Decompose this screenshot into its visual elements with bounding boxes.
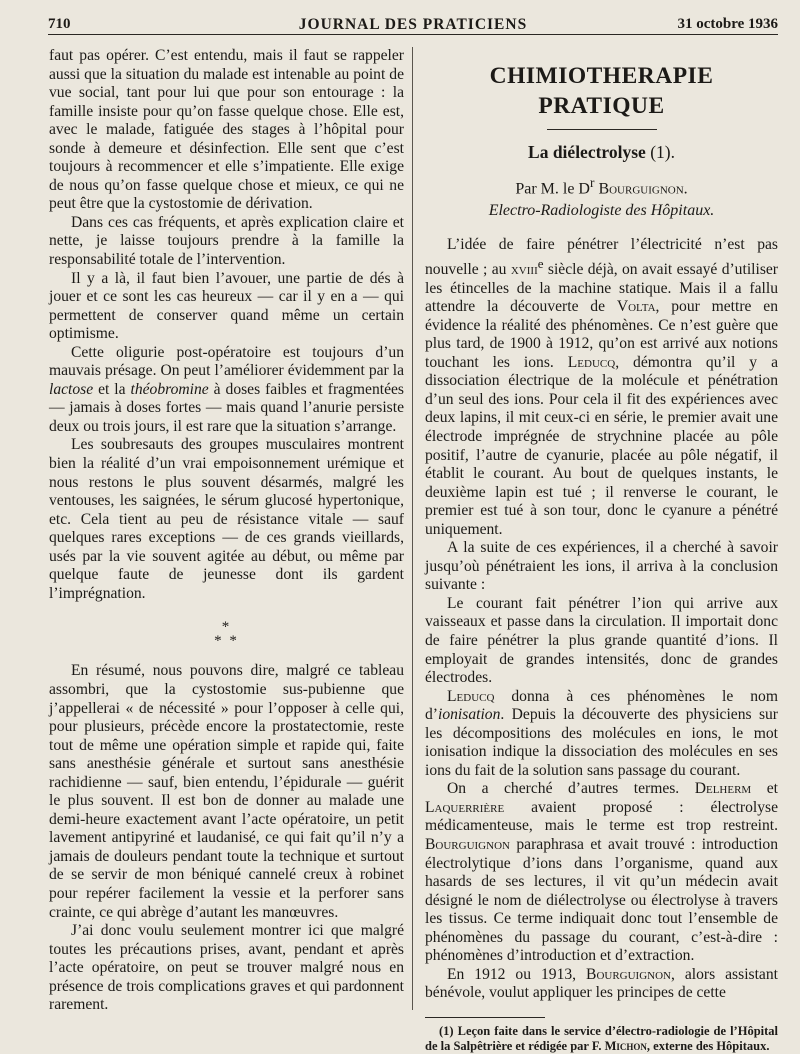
column-divider [412,47,413,1010]
page-header [48,12,778,35]
footnote: (1) Leçon faite dans le service d’électro-radiologie de l’Hôpital de la Salpêtrière et rédigée par F. Michon, externe des Hôpitaux. [425,1023,778,1053]
paragraph: Le courant fait pénétrer l’ion qui arrive aux vaisseaux et passe dans la circulation. Il importait donc de faire pénétrer la plus grande quantité d’ions. Il employait de grandes intensités, donc de grandes électrodes. [425,594,778,687]
journal-title: JOURNAL DES PRATICIENS [298,16,528,33]
paragraph: L’idée de faire pénétrer l’électricité n’est pas nouvelle ; au xviii$^e$ siècle déjà, on avait essayé d’utiliser les étincelles de la machine statique. Mais il a fallu attendre la découverte de Volta, pour mettre en évidence la réalité des phénomènes. Ce n’est guère que plus tard, de 1900 à 1912, qu’on est arrivé aux notions touchant les ions. Leducq, démontra qu’il y a dissociation électrique de la molécule et pénétration d’un seul des ions. Pour cela il fit des expériences avec deux lapins, il mit ceux-ci en série, le premier avait une électrode imprégnée de strychnine placée au pôle positif, l’autre de cyanurie, placée au pôle négatif, il établit le courant. Au bout de quelques instants, le deuxième lapin est tué ; il renverse le courant, le premier est tué à son tour, donc le cyanure a pénétré uniquement. [425,236,778,538]
author-name: Bourguignon. [594,180,688,198]
paragraph: A la suite de ces expériences, il a cherché à savoir jusqu’où pénétraient les ions, il arriva à la conclusion suivante : [425,539,778,594]
right-column [425,47,778,1054]
paragraph: Cette oligurie post-opératoire est toujours d’un mauvais présage. On peut l’améliorer évidemment par la lactose et la théobromine à doses faibles et fragmentées — jamais à doses fortes — mais quand l’anurie persiste deux ou trois jours, il est rare que la situation s’arrange. [49,343,404,435]
issue-date: 31 octobre 1936 [677,16,778,32]
paragraph: J’ai donc voulu seulement montrer ici que malgré toutes les précautions prises, avant, pendant et après l’acte opératoire, on peut se trouver malgré nous en présence de trois complications graves et qui pardonnent rarement. [49,922,404,1014]
paragraph: Leducq donna à ces phénomènes le nom d’ionisation. Depuis la découverte des physiciens sur les décompositions des molécules en ions, le mot ionisation indique la dissociation des molécules en ses ions du fait de la solution sans passage du courant. [425,687,778,779]
left-column [49,47,404,1015]
section-separator: * * * [214,619,239,650]
paragraph: En résumé, nous pouvons dire, malgré ce tableau assombri, que la cystostomie sus-pubienne que j’appellerai « de nécessité » pour l’opposer à celle qui, pour plusieurs, précède encore la prostatectomie, reste tout de même une opération simple et rapide qui, faite sans anesthésie générale et surtout sans anesthésie rachidienne — sauf, bien entendu, l’épidurale — guérit le plus souvent. Il est bon de donner au malade une demi-heure exactement avant l’acte opératoire, un petit lavement antipyriné et laudanisé, ce qui fait qu’il n’y a jamais de douleurs pendant toute la technique et surtout de se servir de mon béniqué cannelé creux à robinet pour repérer facilement la vessie et la perforer sans crainte, ce qui abrège d’autant les manœuvres. [49,662,404,921]
paragraph: Les soubresauts des groupes musculaires montrent bien la réalité d’un vrai empoisonnement urémique et nous restons le plus souvent désarmés, malgré les ventouses, les saignées, le sérum glucosé hypertonique, etc. Cela tient au peu de résistance vitale — sauf quelques rares exceptions — de ces grands vieillards, usés par la vie souvent agitée au début, ou même par quelque faute de jeunesse dont ils gardent l’imprégnation. [49,436,404,602]
section-title: CHIMIOTHERAPIE PRATIQUE [489,63,714,119]
page-number: 710 [48,16,71,32]
footnote-rule [425,1017,545,1018]
paragraph: On a cherché d’autres termes. Delherm et Laquerrière avaient proposé : électrolyse médicamenteuse, mais le terme est trop restreint. Bourguignon paraphrasa et avait trouvé : introduction électrolytique d’ions dans l’organisme, quand aux hasards de ses lectures, il vit qu’un médecin avait désigné le nom de diélectrolyse ou électrolyse à travers les tissus. Ce terme indiquait donc tout l’ensemble de phénomènes du passage du courant, c’est-à-dire : phénomènes d’introduction et d’extraction. [425,780,778,965]
paragraph: Dans ces cas fréquents, et après explication claire et nette, je laisse toujours prendre à la famille la responsabilité totale de l’intervention. [49,213,404,269]
byline: Par M. le $D^r$ Bourguignon. [515,175,688,198]
paragraph: En 1912 ou 1913, Bourguignon, alors assistant bénévole, voulut appliquer les principes de cette [425,965,778,1002]
term-lactose: lactose [49,380,94,398]
paragraph: Il y a là, il faut bien l’avouer, une partie de dés à jouer et ce sont les cas heureux — car il y en a — qui permettent de conserver quand même un certain optimisme. [49,269,404,343]
article-title: La diélectrolyse (1). [528,142,675,162]
term-theobromine: théobromine [130,380,209,398]
section-rule [547,129,657,130]
paragraph: faut pas opérer. C’est entendu, mais il faut se rappeler aussi que la situation du malade est intenable au point de vue social, tant pour lui que pour son entourage : la famille insiste pour qu’on fasse quelque chose. Elle est, avec le malade, fatiguée des stages à l’hôpital pour sonde à demeure et désinfection. Elle sent que c’est toujours à recommencer et elle s’impatiente. Elle exige de nous qu’on fasse quelque chose et mieux, ce qui ne peut être que la cystostomie de dérivation. [49,47,404,213]
author-affiliation: Electro-Radiologiste des Hôpitaux. [488,202,715,220]
